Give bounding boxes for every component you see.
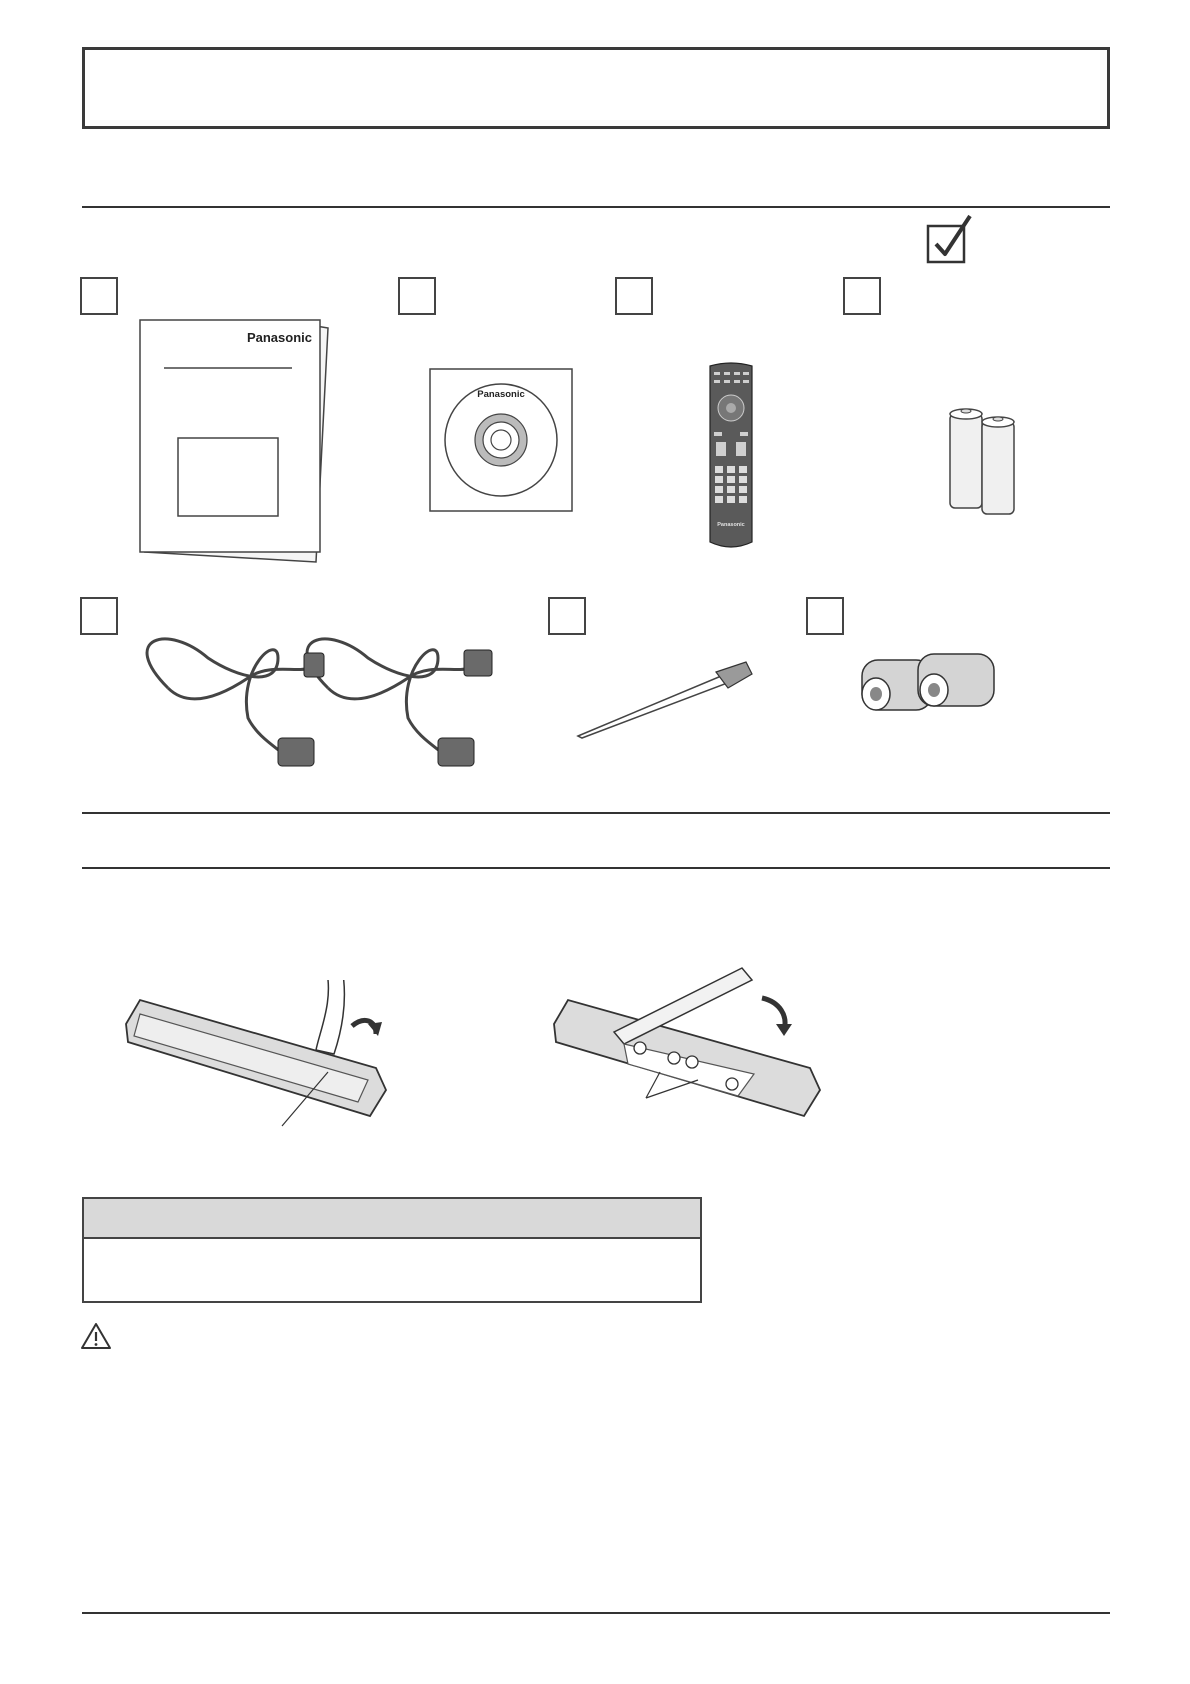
item-marker-3 [615,277,653,315]
warning-triangle-icon [80,1322,112,1350]
remote-back-open-step-illustration [120,980,400,1140]
operating-manual-illustration [136,316,336,564]
page-title-box [82,47,1110,129]
item-marker-4 [843,277,881,315]
note-panel-header [84,1199,700,1239]
item-marker-5 [80,597,118,635]
item-marker-1 [80,277,118,315]
note-panel [82,1197,702,1303]
footer-rule [82,1612,1110,1614]
check-box-icon [926,214,976,266]
item-marker-2 [398,277,436,315]
clamper-illustration [576,660,756,740]
batteries-illustration [948,406,1020,516]
item-marker-6 [548,597,586,635]
remote-control-illustration [706,362,756,552]
ferrite-cores-illustration [854,640,1014,730]
item-marker-7 [806,597,844,635]
section-rule-accessories [82,206,1110,208]
cd-brand-logo: Panasonic [477,389,525,400]
section-rule-1 [82,812,1110,814]
remote-brand-logo: Panasonic [717,522,745,528]
ac-cords-illustration [128,628,508,778]
cd-rom-illustration [428,367,574,513]
insert-batteries-step-illustration [548,962,838,1142]
section-rule-2 [82,867,1110,869]
manual-brand-logo: Panasonic [246,330,312,345]
